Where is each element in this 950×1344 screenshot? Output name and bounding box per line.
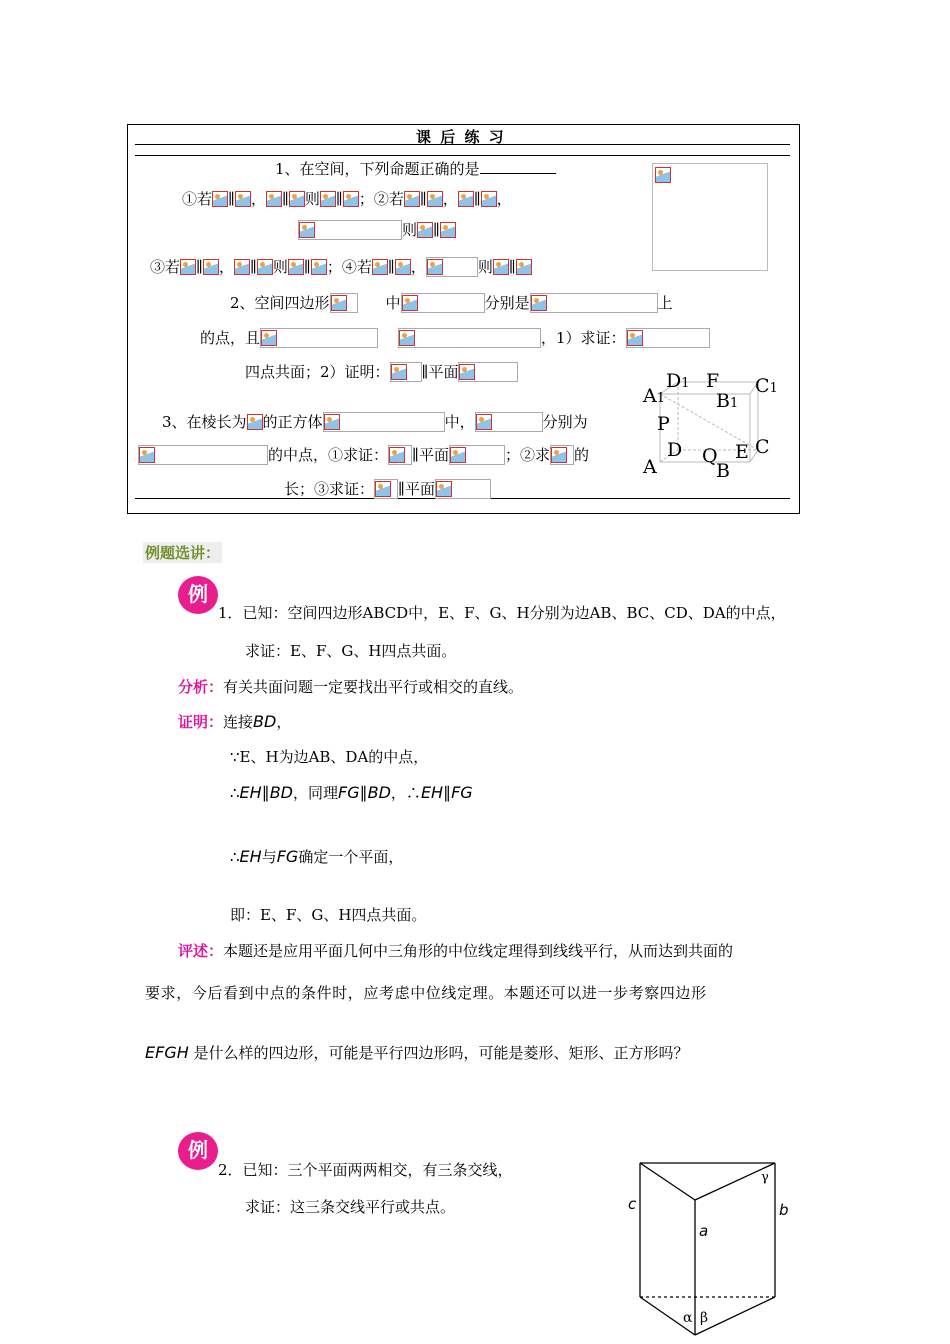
image-placeholder-icon [247, 414, 263, 430]
example-badge-1: 例 [178, 576, 218, 614]
image-placeholder-icon [417, 222, 433, 238]
image-placeholder-icon [234, 259, 250, 275]
image-placeholder-icon [402, 295, 418, 311]
formula-box [435, 479, 491, 499]
image-placeholder-icon [404, 191, 420, 207]
q1-stem: 1、在空间，下列命题正确的是 [275, 158, 556, 179]
cube-label-A: A [643, 456, 657, 478]
image-placeholder-icon [375, 481, 391, 497]
image-placeholder-icon [481, 191, 497, 207]
q3-line3: 长；③求证： ∥平面 [284, 478, 491, 499]
example2-line2: 求证：这三条交线平行或共点。 [245, 1198, 456, 1216]
image-placeholder-icon [399, 330, 415, 346]
q1-figure-frame [652, 163, 768, 271]
image-placeholder-icon [320, 191, 336, 207]
example1-line1: 1．已知：空间四边形ABCD中，E、F、G、H分别为边AB、BC、CD、DA的中点， [218, 604, 786, 622]
cube-label-C: C [755, 436, 770, 458]
image-placeholder-icon [372, 259, 388, 275]
formula-box [550, 445, 574, 465]
formula-box [426, 257, 478, 277]
comment-line3: EFGH 是什么样的四边形，可能是平行四边形吗，可能是菱形、矩形、正方形吗？ [145, 1043, 689, 1062]
answer-blank [480, 159, 556, 174]
prism-label-b: b [779, 1201, 789, 1219]
q1-options-line2: 则 ∥ [298, 219, 456, 240]
q1-options-line1: ①若 ∥ ， ∥ 则 ∥ ；②若 ∥ ， ∥ ， [182, 190, 512, 208]
analysis-line: 分析：有关共面问题一定要找出平行或相交的直线。 [178, 678, 524, 696]
examples-heading: 例题选讲： [145, 544, 221, 562]
comment-line1: 评述：本题还是应用平面几何中三角形的中位线定理得到线线平行，从而达到共面的 [178, 942, 734, 960]
image-placeholder-icon [427, 259, 443, 275]
cube-label-Q: Q [702, 445, 718, 467]
cube-label-B: B [716, 460, 730, 482]
example1-line2: 求证：E、F、G、H四点共面。 [245, 642, 457, 660]
prism-label-beta: β [700, 1310, 709, 1326]
q2-line3: 四点共面；2）证明： ∥平面 [245, 361, 518, 382]
formula-box [374, 479, 398, 499]
image-placeholder-icon [203, 259, 219, 275]
formula-box [530, 293, 658, 313]
image-placeholder-icon [324, 414, 340, 430]
proof-step-1: ∵E、H为边AB、DA的中点， [230, 748, 429, 766]
image-placeholder-icon [459, 364, 475, 380]
image-placeholder-icon [551, 447, 567, 463]
formula-box [475, 412, 543, 432]
formula-box [298, 220, 402, 240]
cube-label-C1: C1 [755, 375, 778, 397]
image-placeholder-icon [476, 414, 492, 430]
q3-line2: 的中点，①求证： ∥平面 ；②求 的 [138, 444, 589, 465]
formula-box [398, 328, 541, 348]
q3-line1: 3、在棱长为 的正方体 中， 分别为 [162, 413, 588, 431]
proof-step-2: ∴EH∥BD，同理FG∥BD，∴EH∥FG [230, 783, 473, 802]
image-placeholder-icon [440, 222, 456, 238]
title-rule [135, 144, 790, 145]
example2-line1: 2．已知：三个平面两两相交，有三条交线， [218, 1161, 513, 1179]
image-placeholder-icon [261, 330, 277, 346]
image-placeholder-icon [531, 295, 547, 311]
formula-box [626, 328, 710, 348]
image-placeholder-icon [391, 364, 407, 380]
comment-line2: 要求，今后看到中点的条件时，应考虑中位线定理。本题还可以进一步考察四边形 [145, 984, 707, 1002]
image-placeholder-icon [427, 191, 443, 207]
formula-box [458, 362, 518, 382]
formula-box [449, 445, 505, 465]
formula-box [138, 445, 268, 465]
cube-label-P: P [657, 413, 670, 435]
image-placeholder-icon [288, 259, 304, 275]
image-placeholder-icon [212, 191, 228, 207]
proof-line: 证明：连接BD， [178, 712, 292, 731]
q2-line2: 的点，且 ，1）求证： [200, 327, 710, 348]
image-placeholder-icon [493, 259, 509, 275]
formula-box [390, 362, 422, 382]
image-placeholder-icon [516, 259, 532, 275]
formula-box [401, 293, 485, 313]
prism-figure [620, 1155, 800, 1340]
image-placeholder-icon [627, 330, 643, 346]
formula-box [260, 328, 378, 348]
image-placeholder-icon [343, 191, 359, 207]
image-placeholder-icon [655, 167, 671, 183]
proof-conclusion: 即：E、F、G、H四点共面。 [230, 906, 427, 924]
prism-label-a: a [699, 1222, 709, 1240]
image-placeholder-icon [299, 222, 315, 238]
q2-line1: 2、空间四边形 中 分别是 上 [230, 294, 673, 312]
prism-label-c: c [628, 1195, 637, 1213]
image-placeholder-icon [139, 447, 155, 463]
cube-label-A1: A1 [643, 385, 666, 407]
formula-box [388, 445, 412, 465]
cube-label-F: F [706, 370, 720, 392]
image-placeholder-icon [395, 259, 411, 275]
image-placeholder-icon [257, 259, 273, 275]
image-placeholder-icon [289, 191, 305, 207]
image-placeholder-icon [436, 481, 452, 497]
cube-label-E: E [735, 441, 749, 463]
image-placeholder-icon [389, 447, 405, 463]
q1-options-line3: ③若 ∥ ， ∥ 则 ∥ ；④若 ∥ ， 则 ∥ [150, 256, 532, 277]
image-placeholder-icon [235, 191, 251, 207]
prism-label-gamma: γ [761, 1170, 769, 1185]
image-placeholder-icon [180, 259, 196, 275]
exercise-title: 课 后 练 习 [416, 128, 506, 146]
image-placeholder-icon [450, 447, 466, 463]
example-badge-2: 例 [178, 1132, 218, 1170]
image-placeholder-icon [331, 295, 347, 311]
prism-label-alpha: α [683, 1310, 693, 1326]
image-placeholder-icon [311, 259, 327, 275]
image-placeholder-icon [458, 191, 474, 207]
image-placeholder-icon [266, 191, 282, 207]
cube-label-D1: D1 [666, 370, 690, 392]
formula-box [330, 293, 358, 313]
title-rule-2 [135, 155, 790, 156]
cube-label-D: D [667, 439, 683, 461]
proof-step-3: ∴EH与FG确定一个平面， [230, 847, 404, 866]
formula-box [323, 412, 445, 432]
cube-label-B1: B1 [716, 390, 739, 412]
